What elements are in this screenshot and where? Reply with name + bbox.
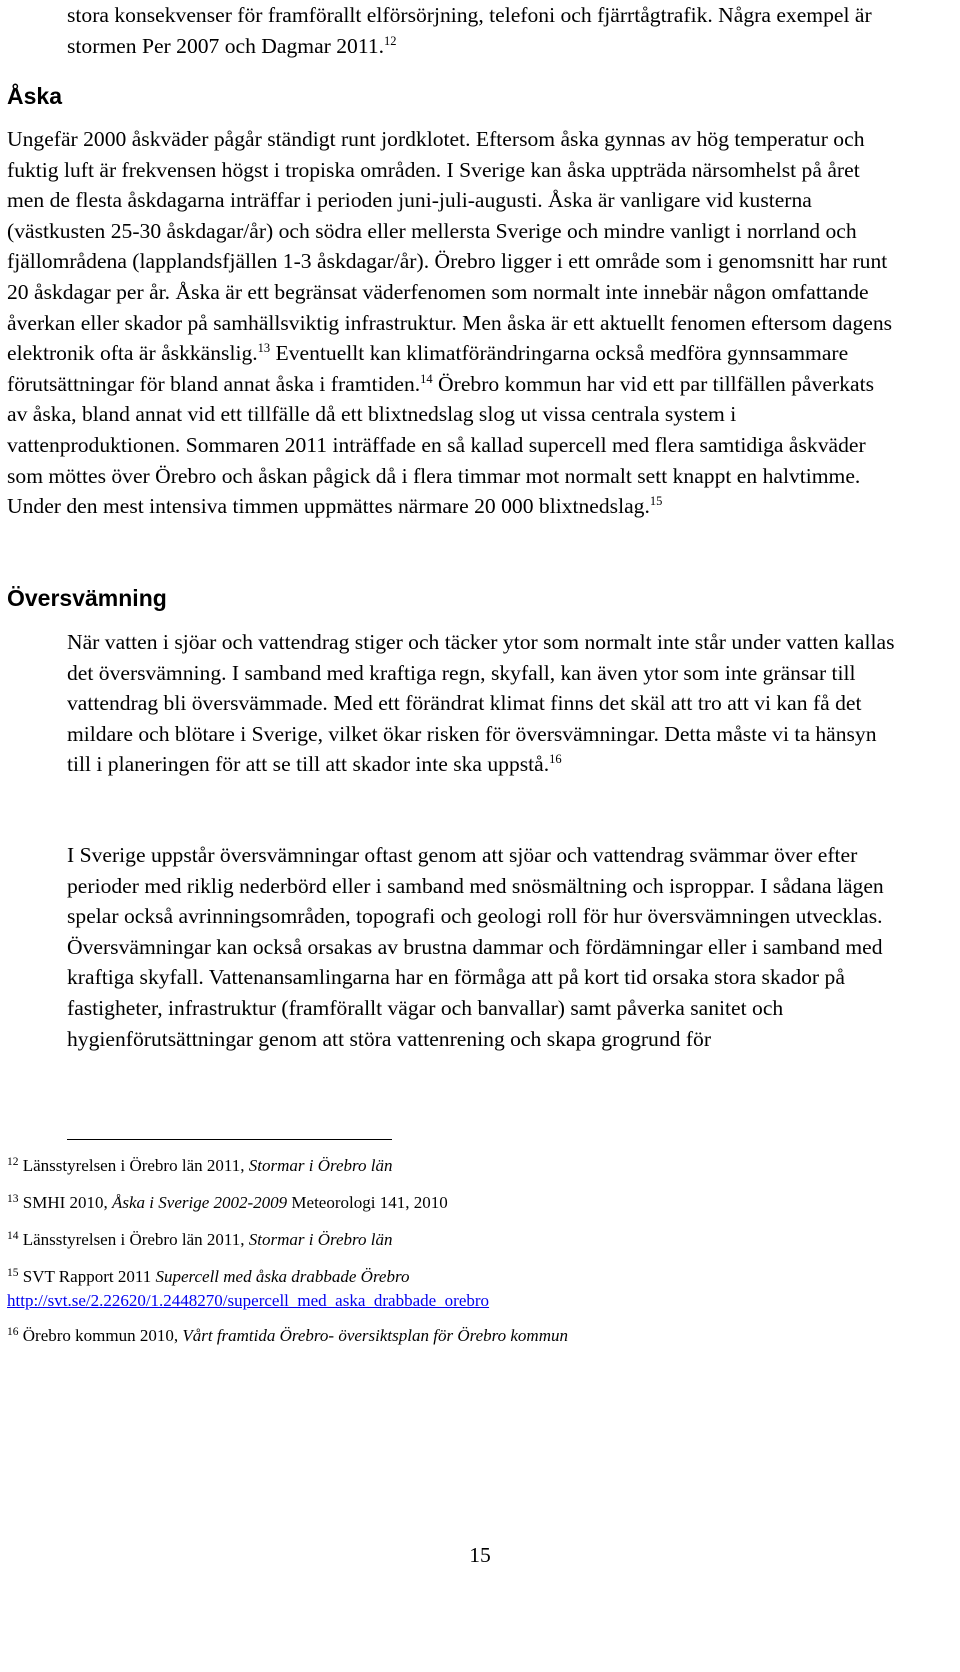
- oversvamning-paragraph-1: När vatten i sjöar och vattendrag stiger och täcker ytor som normalt inte står under vatten kallas det översvämning. I samband med kraftiga regn, skyfall, kan även ytor som inte gränsar till vattendrag bli översvämmade. Med ett förändrat klimat finns det skäl att tro att vi kan få det mildare och blötare i Sverige, vilket ökar risken för översvämningar. Detta måste vi ta hänsyn till i planeringen för att se till att skador inte ska uppstå.$^{16}$: [67, 630, 895, 777]
- heading-aska: Åska: [7, 83, 62, 109]
- heading-oversvamning: Översvämning: [7, 585, 167, 611]
- footnote-ref-12[interactable]: 12: [384, 33, 397, 48]
- footnote-ref-15[interactable]: 15: [649, 494, 663, 509]
- footnote-ref-13[interactable]: 13: [257, 341, 271, 356]
- footnote-15: $^{15}$ SVT Rapport 2011 Supercell med åska drabbade Örebro: [7, 1267, 410, 1286]
- footnote-14: $^{14}$ Länsstyrelsen i Örebro län 2011, Stormar i Örebro län: [7, 1230, 393, 1249]
- footnote-12: $^{12}$ Länsstyrelsen i Örebro län 2011, Stormar i Örebro län: [7, 1156, 393, 1175]
- footnote-ref-14[interactable]: 14: [420, 371, 433, 386]
- footnote-separator: [67, 1139, 392, 1140]
- aska-paragraph: Ungefär 2000 åskväder pågår ständigt runt jordklotet. Eftersom åska gynnas av hög temperatur och fuktig luft är frekvensen högst i tropiska områden. I Sverige kan åska uppträda närsomhelst på året men de flesta åskdagarna inträffar i perioden juni-juli-augusti. Åska är vanligare vid kusterna (västkusten 25-30 åskdagar/år) och södra eller mellersta Sverige och mindre vanligt i norrland och fjällområdena (lapplandsfjällen 1-3 åskdagar/år). Örebro ligger i ett område som i genomsnitt har runt 20 åskdagar per år. Åska är ett begränsat väderfenomen som normalt inte innebär någon omfattande åverkan eller skador på samhällsviktig infrastruktur. Men åska är ett aktuellt fenomen eftersom dagens elektronik ofta är åskkänslig.$^{13}$ Eventuellt kan klimatförändringarna också medföra gynnsammare förutsättningar för bland annat åska i framtiden.$^{14}$ Örebro kommun har vid ett par tillfällen påverkats av åska, bland annat vid ett tillfälle då ett blixtnedslag slog ut vissa centrala system i vattenproduktionen. Sommaren 2011 inträffade en så kallad supercell med flera samtidiga åskväder som möttes över Örebro och åskan pågick då i flera timmar mot normalt sett knappt en halvtimme. Under den mest intensiva timmen uppmättes närmare 20 000 blixtnedslag.$^{15}$: [7, 127, 893, 519]
- footnote-16: $^{16}$ Örebro kommun 2010, Vårt framtida Örebro- översiktsplan för Örebro kommun: [7, 1326, 568, 1345]
- intro-paragraph: stora konsekvenser för framförallt elförsörjning, telefoni och fjärrtågtrafik. Några exempel är stormen Per 2007 och Dagmar 2011.12: [67, 3, 872, 58]
- footnote-ref-16[interactable]: 16: [549, 752, 562, 767]
- oversvamning-paragraph-2: I Sverige uppstår översvämningar oftast genom att sjöar och vattendrag svämmar över efter perioder med riklig nederbörd eller i samband med snösmältning och isproppar. I sådana lägen spelar också avrinningsområden, topografi och geologi roll för hur översvämningen utvecklas. Översvämningar kan också orsakas av brustna dammar och fördämningar eller i samband med kraftiga skyfall. Vattenansamlingarna har en förmåga att på kort tid orsaka stora skador på fastigheter, infrastruktur (framförallt vägar och banvallar) samt påverka sanitet och hygienförutsättningar genom att störa vattenrening och skapa grogrund för: [67, 843, 884, 1051]
- footnote-13: $^{13}$ SMHI 2010, Åska i Sverige 2002-2009 Meteorologi 141, 2010: [7, 1193, 448, 1212]
- footnote-15-link[interactable]: http://svt.se/2.22620/1.2448270/supercell_med_aska_drabbade_orebro: [7, 1291, 490, 1310]
- page-number: 15: [469, 1543, 491, 1567]
